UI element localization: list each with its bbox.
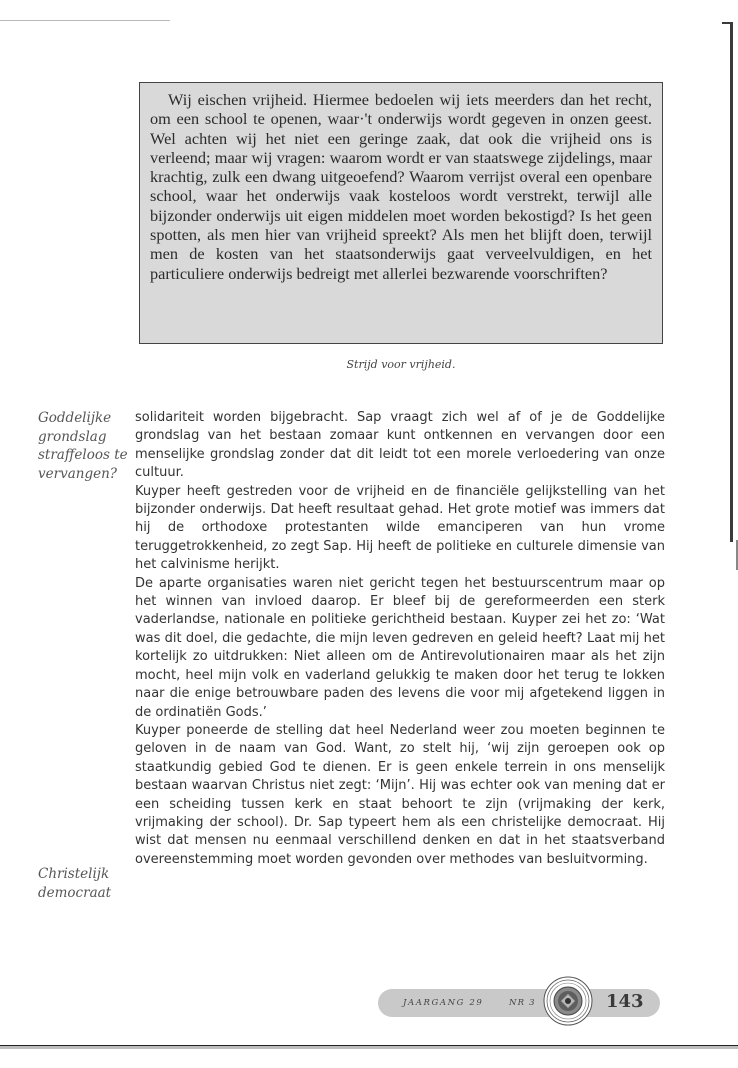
footer-issue: NR 3 bbox=[509, 998, 536, 1008]
page-number: 143 bbox=[606, 991, 644, 1012]
footer-volume: JAARGANG 29 bbox=[403, 998, 484, 1008]
article-body bbox=[135, 409, 665, 869]
seal-emblem-icon bbox=[543, 976, 593, 1026]
bottom-shadow bbox=[0, 1046, 738, 1049]
margin-note-democraat: Christelijk democraat bbox=[38, 866, 112, 901]
top-rule bbox=[0, 20, 170, 21]
body-paragraph: Kuyper heeft gestreden voor de vrijheid en de financiële gelijkstelling van het bijzonder onderwijs. Dat heeft resultaat gehad. Het grote motief was immers dat hij de orthodoxe protestanten wilde emanciperen van hun vrome teruggetrokkenheid, zo zegt Sap. Hij heeft de politieke en culturele dimensie van het calvinisme herijkt. bbox=[135, 483, 665, 573]
margin-note-grondslag: Goddelijke grondslag straffeloos te vervangen? bbox=[38, 410, 128, 482]
body-paragraph: solidariteit worden bijgebracht. Sap vraagt zich wel af of je de Goddelijke grondslag van het bestaan zomaar kunt ontkennen en vervangen door een menselijke grondslag zonder dat dit leidt tot een morele verloedering van onze cultuur. bbox=[135, 410, 665, 481]
right-edge-border bbox=[730, 22, 733, 542]
quote-text: Wij eischen vrijheid. Hiermee bedoelen wij iets meerders dan het recht, om een school te openen, waar·'t onderwijs wordt gegeven in onzen geest. Wel achten wij het niet een geringe zaak, dat ook die vrijheid ons is verleend; maar wij vragen: waarom wordt er van staatswege zijdelings, maar krachtig, zulk een dwang uitgeoefend? Waarom verrijst overal een openbare school, waar het onderwijs vaak kosteloos wordt verstrekt, terwijl alle bijzonder onderwijs uit eigen middelen moet worden bekostigd? Is het geen spotten, als men hier van vrijheid spreekt? Als men het blijft doen, terwijl men de kosten van het staatsonderwijs gaat verveelvuldigen, en het particuliere onderwijs bedreigt met allerlei bezwarende voorschriften? bbox=[150, 90, 652, 283]
body-paragraph: Kuyper poneerde de stelling dat heel Nederland weer zou moeten beginnen te geloven in de naam van God. Want, zo stelt hij, ‘wij zijn geroepen ook op staatkundig gebied God te dienen. Er is geen enkele terrein in ons menselijk bestaan waarvan Christus niet zegt: ‘Mijn’. Hij was echter ook van mening dat er een scheiding tussen kerk en staat behoort te zijn (vrijmaking der kerk, vrijmaking der school). Dr. Sap typeert hem als een christelijke democraat. Hij wist dat mensen nu eenmaal verschillend denken en dat in het staatsverband overeenstemming moet worden gevonden over methodes van besluitvorming. bbox=[135, 722, 665, 867]
body-paragraph: De aparte organisaties waren niet gericht tegen het bestuurscentrum maar op het winnen van invloed daarop. Er bleef bij de gereformeerden een sterk vaderlandse, nationale en politieke gerichtheid bestaan. Kuyper zei het zo: ‘Wat was dit doel, die gedachte, die mijn leven gedreven en geleid heeft? Laat mij het kortelijk zo uitdrukken: Niet alleen om de Antirevolutionairen maar als het zijn mocht, heel mijn volk en vaderland gelukkig te maken door het terug te lokken naar die enige betrouwbare paden des levens die voor mij afgetekend liggen in de ordinatiën Gods.’ bbox=[135, 575, 665, 720]
quote-box bbox=[139, 82, 663, 344]
quote-caption: Strijd voor vrijheid. bbox=[346, 358, 456, 371]
